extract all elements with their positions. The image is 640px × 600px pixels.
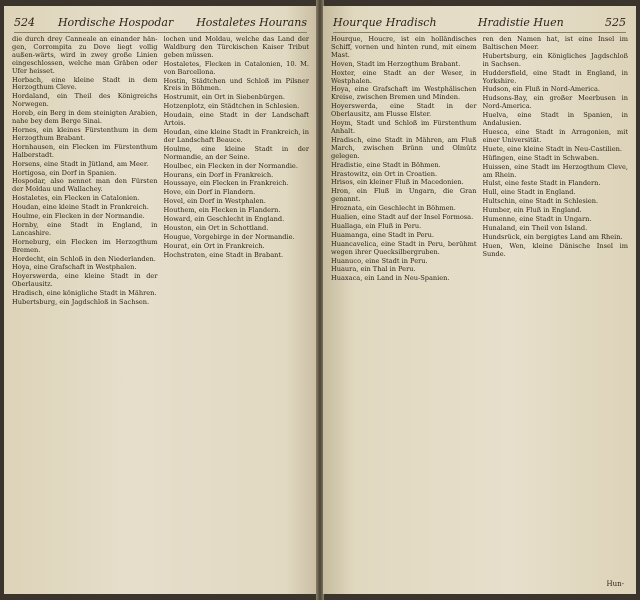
dictionary-entry: Hospodar, also nennet man den Fürsten der Moldau und Wallachey. — [12, 177, 158, 194]
dictionary-entry: Hortigosa, ein Dorf in Spanien. — [12, 168, 117, 177]
dictionary-entry: Huaura, ein Thal in Peru. — [331, 265, 416, 274]
right-column-1 — [331, 36, 477, 586]
dictionary-entry: Hornes, ein kleines Fürstenthum in dem Herzogthum Brabant. — [12, 125, 158, 142]
dictionary-entry: Houssaye, ein Flecken in Frankreich. — [163, 179, 289, 188]
dictionary-entry: Hull, eine Stadt in England. — [482, 188, 576, 197]
dictionary-entry: Hostaletes, ein Flecken in Catalonien. — [12, 194, 140, 203]
dictionary-entry: Hroznata, ein Geschlecht in Böhmen. — [331, 204, 456, 213]
dictionary-entry: Hultschin, eine Stadt in Schlesien. — [482, 197, 599, 206]
left-page-number: 524 — [14, 15, 35, 29]
left-column-2 — [164, 36, 310, 586]
dictionary-entry: Hradisch, eine königliche Stadt in Mähren. — [12, 289, 157, 298]
dictionary-entry: Huelva, eine Stadt in Spanien, in Andalusien. — [482, 111, 628, 128]
dictionary-entry: Hostaletes, Flecken in Catalonien, 10. M. von Barcellona. — [163, 59, 309, 76]
dictionary-entry: Hunaland, ein Theil von Island. — [482, 223, 588, 232]
dictionary-entry: Hron, ein Fluß in Ungarn, die Gran genannt. — [331, 187, 477, 204]
dictionary-entry: Huissen, eine Stadt im Herzogthum Cleve, am Rhein. — [482, 162, 628, 179]
dictionary-entry: Huallaga, ein Fluß in Peru. — [331, 221, 422, 230]
dictionary-entry: Hubertsburg, ein Jagdschloß in Sachsen. — [12, 298, 150, 307]
dictionary-entry: Hourat, ein Ort in Frankreich. — [163, 241, 265, 250]
dictionary-entry: Hundsrück, ein bergigtes Land am Rhein. — [482, 232, 623, 241]
dictionary-entry: Hornhausen, ein Flecken im Fürstenthum Halberstadt. — [12, 142, 158, 159]
dictionary-entry: Hove, ein Dorf in Flandern. — [163, 188, 256, 197]
left-columns — [12, 36, 309, 586]
right-column-2 — [483, 36, 629, 586]
dictionary-entry: Hochstraten, eine Stadt in Brabant. — [163, 250, 284, 259]
dictionary-entry: Horsens, eine Stadt in Jütland, am Meer. — [12, 159, 149, 168]
dictionary-entry: Hovel, ein Dorf in Westphalen. — [163, 197, 266, 206]
catchword: Hun- — [606, 580, 624, 588]
right-head-right: Hradistie Huen — [477, 15, 564, 29]
dictionary-entry: Horbach, eine kleine Stadt in dem Herzogthum Cleve. — [12, 75, 158, 92]
dictionary-entry: Huete, eine kleine Stadt in Neu-Castilien. — [482, 144, 623, 153]
dictionary-entry: Hostin, Städtchen und Schloß im Pilsner Kreis in Böhmen. — [163, 76, 309, 93]
left-page — [4, 6, 317, 594]
dictionary-entry: Huancavelica, eine Stadt in Peru, berühmt wegen ihrer Quecksilbergruben. — [331, 239, 477, 256]
right-page-number: 525 — [605, 15, 626, 29]
dictionary-entry: die durch drey Canneale an einander hän-gen, Corrompita zu Dove liegt vollig außen-wärts, wird in zwey große Linien eingeschlossen, welche man Gräben oder Ufer heisset. — [12, 36, 158, 75]
dictionary-entry: Humenne, eine Stadt in Ungarn. — [482, 215, 592, 224]
dictionary-entry: Humber, ein Fluß in England. — [482, 206, 582, 215]
dictionary-entry: Hoya, eine Grafschaft im Westphälischen Kreise, zwischen Bremen und Minden. — [331, 85, 477, 102]
left-column-1 — [12, 36, 158, 586]
dictionary-entry: Hoya, eine Grafschaft in Westphalen. — [12, 263, 137, 272]
right-columns — [331, 36, 628, 586]
dictionary-entry: Houlme, ein Flecken in der Normandie. — [12, 212, 145, 221]
dictionary-entry: Hotzenplotz, ein Städtchen in Schlesien. — [163, 102, 300, 111]
dictionary-entry: Hradisch, eine Stadt in Mähren, am Fluß March, zwischen Brünn und Olmütz gelegen. — [331, 135, 477, 160]
dictionary-entry: ren den Namen hat, ist eine Insel im Baltischen Meer. — [482, 36, 628, 51]
dictionary-entry: Hulst, eine feste Stadt in Flandern. — [482, 179, 601, 188]
dictionary-entry: Houdan, eine kleine Stadt in Frankreich. — [12, 203, 149, 212]
dictionary-entry: Hoven, Stadt im Herzogthum Brabant. — [331, 59, 461, 68]
dictionary-entry: Hrisos, ein kleiner Fluß in Macedonien. — [331, 178, 464, 187]
dictionary-entry: Hoyerswerda, eine Stadt in der Oberlausitz, am Flusse Elster. — [331, 102, 477, 119]
dictionary-entry: Houdan, eine kleine Stadt in Frankreich, in der Landschaft Beauce. — [163, 127, 309, 144]
dictionary-entry: Hoyerswerda, eine kleine Stadt in der Oberlausitz. — [12, 272, 158, 289]
dictionary-entry: Hoym, Stadt und Schloß im Fürstenthum Anhalt. — [331, 119, 477, 135]
dictionary-entry: Houston, ein Ort in Schottland. — [163, 223, 269, 232]
dictionary-entry: Hudson, ein Fluß in Nord-America. — [482, 85, 600, 94]
right-running-head — [333, 12, 626, 33]
dictionary-entry: Horeb, ein Berg in dem steinigten Arabien, nahe bey dem Berge Sinai. — [12, 109, 158, 126]
dictionary-entry: Huaxaca, ein Land in Neu-Spanien. — [331, 274, 450, 283]
dictionary-entry: Houlme, eine kleine Stadt in der Normandie, an der Seine. — [163, 144, 309, 161]
dictionary-entry: Hudsons-Bay, ein großer Meerbusen in Nord-America. — [482, 94, 628, 111]
dictionary-entry: Hrastowitz, ein Ort in Croatien. — [331, 169, 438, 178]
dictionary-entry: Hourans, ein Dorf in Frankreich. — [163, 170, 274, 179]
left-head-left: Hordische Hospodar — [57, 15, 174, 29]
left-running-head — [14, 12, 307, 33]
dictionary-entry: Houdain, eine Stadt in der Landschaft Artois. — [163, 111, 309, 128]
dictionary-entry: Houthem, ein Flecken in Flandern. — [163, 206, 281, 215]
dictionary-entry: Hualien, eine Stadt auf der Insel Formosa. — [331, 213, 474, 222]
dictionary-entry: Huesca, eine Stadt in Arragonien, mit einer Universität. — [482, 127, 628, 144]
dictionary-entry: Huddersfield, eine Stadt in England, in Yorkshire. — [482, 68, 628, 85]
dictionary-entry: Huanuco, eine Stadt in Peru. — [331, 256, 428, 265]
dictionary-entry: Howard, ein Geschlecht in England. — [163, 215, 285, 224]
dictionary-entry: lochen und Moldau, welche das Land der Waldburg den Türckischen Kaiser Tribut geben müssen. — [163, 36, 309, 59]
dictionary-entry: Houlbec, ein Flecken in der Normandie. — [163, 161, 298, 170]
dictionary-entry: Huen, Wen, kleine Dänische Insel im Sunde. — [482, 241, 628, 258]
dictionary-entry: Hougue, Vorgebirge in der Normandie. — [163, 232, 295, 241]
dictionary-entry: Horneburg, ein Flecken im Herzogthum Bremen. — [12, 237, 158, 254]
dictionary-entry: Hourque, Houcre, ist ein holländisches Schiff, vornen und hinten rund, mit einem Mast. — [331, 36, 477, 59]
dictionary-entry: Hordecht, ein Schloß in den Niederlanden. — [12, 254, 156, 263]
dictionary-entry: Hubertsburg, ein Königliches Jagdschloß in Sachsen. — [482, 51, 628, 68]
right-page — [323, 6, 636, 594]
dictionary-entry: Hornby, eine Stadt in England, in Lancashire. — [12, 220, 158, 237]
dictionary-entry: Hostrumit, ein Ort in Siebenbürgen. — [163, 93, 285, 102]
dictionary-entry: Huamanga, eine Stadt in Peru. — [331, 230, 435, 239]
dictionary-entry: Hordaland, ein Theil des Königreichs Norwegen. — [12, 92, 158, 109]
dictionary-entry: Hüfingen, eine Stadt in Schwaben. — [482, 153, 599, 162]
left-head-right: Hostaletes Hourans — [196, 15, 307, 29]
dictionary-entry: Hoxter, eine Stadt an der Weser, in Westphalen. — [331, 68, 477, 85]
right-head-left: Hourque Hradisch — [333, 15, 437, 29]
dictionary-entry: Hradistie, eine Stadt in Böhmen. — [331, 160, 441, 169]
